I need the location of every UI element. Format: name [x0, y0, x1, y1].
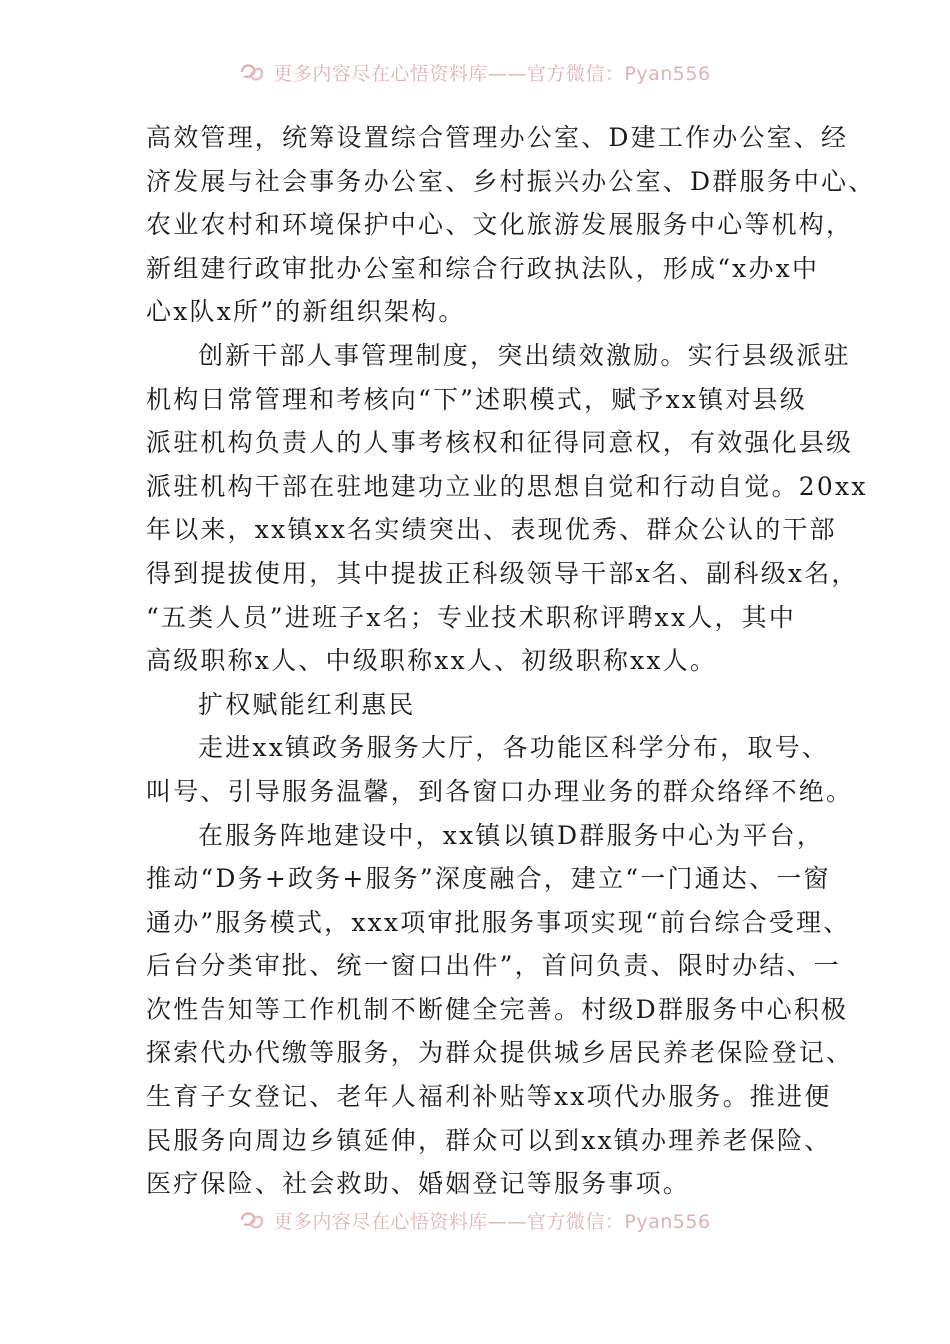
text-line: 派驻机构干部在驻地建功立业的思想自觉和行动自觉。20xx — [146, 471, 868, 501]
footer-watermark — [0, 1206, 950, 1234]
text-line: 高效管理，统筹设置综合管理办公室、D建工作办公室、经 — [146, 123, 849, 152]
text-line: 探索代办代缴等服务，为群众提供城乡居民养老保险登记、 — [146, 1038, 854, 1068]
section-heading — [146, 683, 836, 727]
text-line: 心x队x所”的新组织架构。 — [146, 297, 466, 327]
watermark-text: 更多内容尽在心悟资料库——官方微信：Pyan556 — [273, 1210, 711, 1233]
watermark-logo-icon — [239, 1209, 265, 1231]
text-line: 在服务阵地建设中，xx镇以镇D群服务中心为平台， — [198, 820, 825, 850]
text-line: 通办”服务模式，xxx项审批服务事项实现“前台综合受理、 — [146, 907, 851, 937]
text-line: 推动“D务+政务+服务”深度融合，建立“一门通达、一窗 — [146, 864, 831, 894]
paragraph-3 — [146, 726, 854, 813]
paragraph-2 — [146, 334, 868, 683]
heading-line: 扩权赋能红利惠民 — [198, 689, 416, 719]
text-line: 民服务向周边乡镇延伸，群众可以到xx镇办理养老保险、 — [146, 1125, 832, 1155]
text-line: 次性告知等工作机制不断健全完善。村级D群服务中心积极 — [146, 994, 849, 1024]
text-line: 济发展与社会事务办公室、乡村振兴办公室、D群服务中心、 — [146, 166, 876, 196]
paragraph-4 — [146, 814, 854, 1206]
watermark-text: 更多内容尽在心悟资料库——官方微信：Pyan556 — [273, 62, 711, 85]
paragraph-1 — [146, 116, 876, 334]
text-line: 年以来，xx镇xx名实绩突出、表现优秀、群众公认的干部 — [146, 515, 837, 545]
text-line: 得到提拔使用，其中提拔正科级领导干部x名、副科级x名， — [146, 558, 859, 588]
text-line: 高级职称x人、中级职称xx人、初级职称xx人。 — [146, 646, 718, 676]
text-line: 农业农村和环境保护中心、文化旅游发展服务中心等机构， — [146, 210, 854, 240]
text-line: “五类人员”进班子x名；专业技术职称评聘xx人，其中 — [146, 602, 797, 632]
document-body — [146, 116, 876, 1206]
text-line: 派驻机构负责人的人事考核权和征得同意权，有效强化县级 — [146, 428, 854, 458]
text-line: 后台分类审批、统一窗口出件”，首问负责、限时办结、一 — [146, 951, 841, 981]
text-line: 新组建行政审批办公室和综合行政执法队，形成“x办x中 — [146, 253, 820, 283]
text-line: 走进xx镇政务服务大厅，各功能区科学分布，取号、 — [198, 733, 830, 763]
text-line: 生育子女登记、老年人福利补贴等xx项代办服务。推进便 — [146, 1082, 832, 1112]
text-line: 机构日常管理和考核向“下”述职模式，赋予xx镇对县级 — [146, 384, 807, 414]
text-line: 创新干部人事管理制度，突出绩效激励。实行县级派驻 — [198, 340, 851, 370]
watermark-logo-icon — [239, 61, 265, 83]
text-line: 叫号、引导服务温馨，到各窗口办理业务的群众络绎不绝。 — [146, 776, 854, 806]
header-watermark — [0, 58, 950, 86]
text-line: 医疗保险、社会救助、婚姻登记等服务事项。 — [146, 1169, 691, 1199]
